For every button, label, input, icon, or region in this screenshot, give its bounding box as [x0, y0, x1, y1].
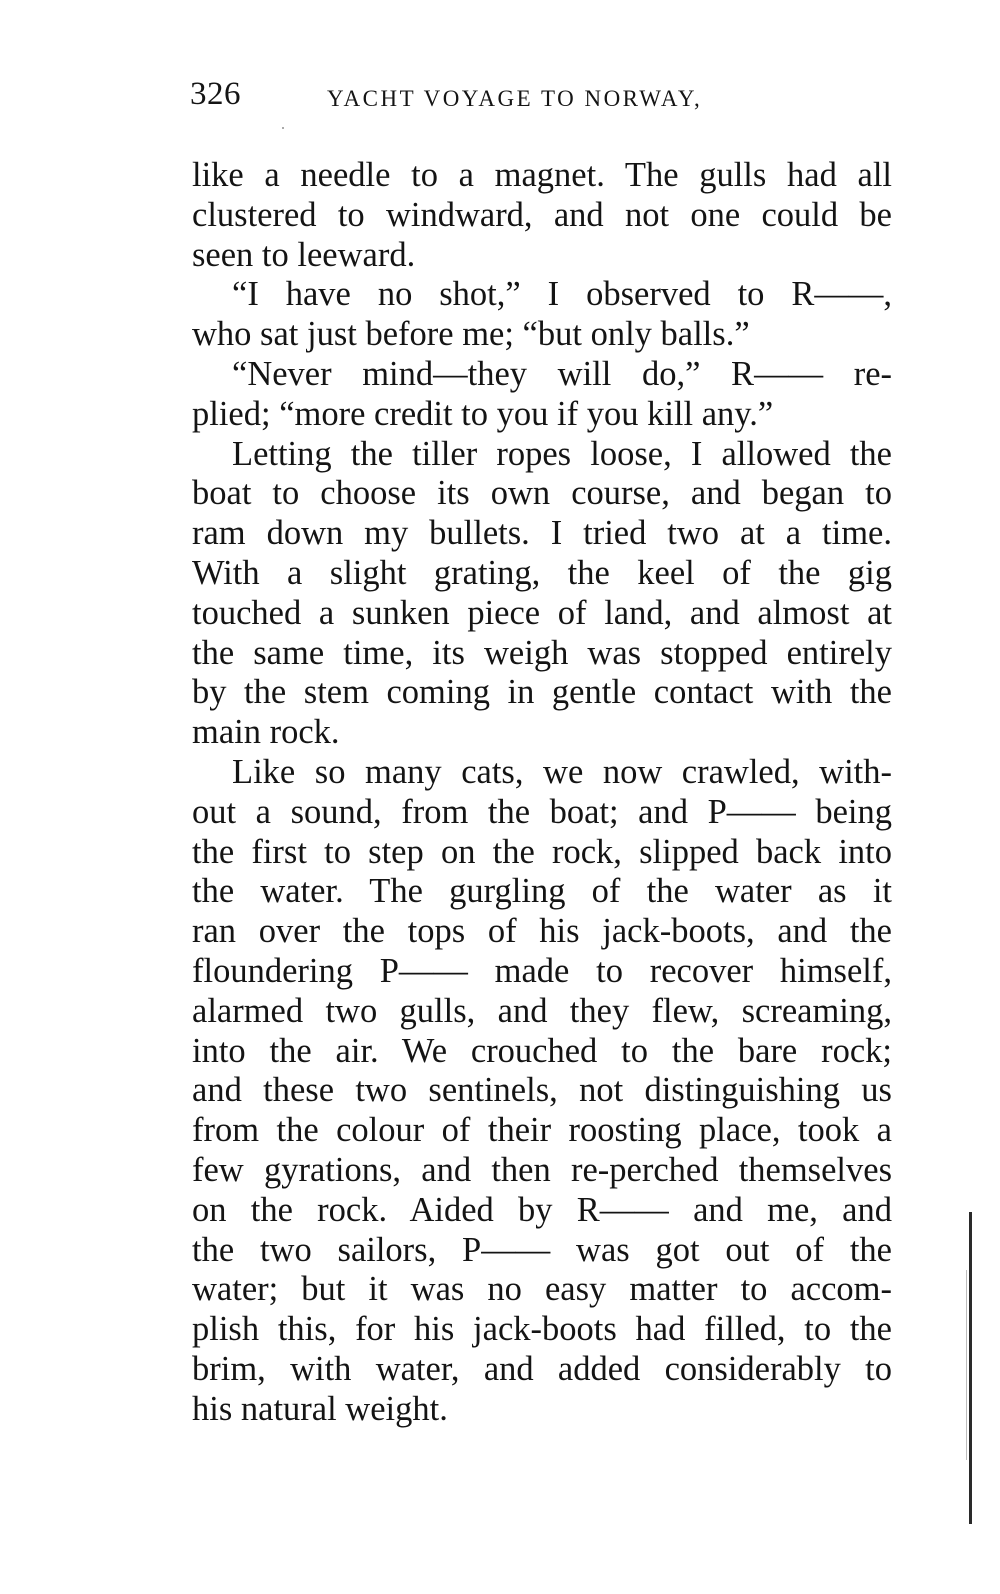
text-line: by the stem coming in gentle contact with the	[192, 673, 892, 712]
text-line: the water. The gurgling of the water as it	[192, 872, 892, 911]
text-line: the first to step on the rock, slipped back into	[192, 832, 892, 871]
text-line: few gyrations, and then re-perched themselves	[192, 1150, 892, 1189]
text-line: With a slight grating, the keel of the gig	[192, 553, 892, 592]
text-line: like a needle to a magnet. The gulls had all	[192, 156, 892, 194]
text-line: touched a sunken piece of land, and almost at	[192, 593, 892, 632]
text-line: who sat just before me; “but only balls.”	[192, 315, 750, 354]
text-line: brim, with water, and added considerably to	[192, 1349, 892, 1388]
print-speck	[282, 127, 284, 129]
text-line: and these two sentinels, not distinguishing us	[192, 1071, 892, 1110]
text-line: out a sound, from the boat; and P—— being	[192, 792, 892, 831]
text-line: into the air. We crouched to the bare rock;	[192, 1031, 892, 1070]
text-line: Like so many cats, we now crawled, with-	[232, 752, 892, 791]
running-head	[190, 76, 890, 116]
text-line: Letting the tiller ropes loose, I allowed the	[232, 434, 892, 473]
text-line: “Never mind—they will do,” R—— re-	[232, 354, 892, 393]
body-text	[192, 156, 892, 1430]
text-line: water; but it was no easy matter to accom-	[192, 1270, 892, 1309]
text-line: main rock.	[192, 713, 340, 752]
text-line: “I have no shot,” I observed to R——,	[232, 275, 892, 314]
text-line: from the colour of their roosting place, took a	[192, 1111, 892, 1150]
text-line: seen to leeward.	[192, 235, 416, 274]
text-line: plish this, for his jack-boots had filled, to the	[192, 1310, 892, 1349]
text-line: ram down my bullets. I tried two at a time.	[192, 514, 892, 553]
text-line: ran over the tops of his jack-boots, and the	[192, 912, 892, 951]
text-line: boat to choose its own course, and began to	[192, 474, 892, 513]
text-line: plied; “more credit to you if you kill any.”	[192, 394, 774, 433]
running-title: YACHT VOYAGE TO NORWAY,	[327, 86, 703, 111]
text-line: clustered to windward, and not one could be	[192, 195, 892, 234]
text-line: his natural weight.	[192, 1389, 448, 1428]
text-line: floundering P—— made to recover himself,	[192, 951, 892, 990]
text-line: the two sailors, P—— was got out of the	[192, 1230, 892, 1269]
text-line: alarmed two gulls, and they flew, screaming,	[192, 991, 892, 1030]
margin-rule	[969, 1212, 972, 1524]
page-number: 326	[190, 76, 241, 112]
text-line: the same time, its weigh was stopped entirely	[192, 633, 892, 672]
margin-rule-faint	[966, 1270, 967, 1460]
text-line: on the rock. Aided by R—— and me, and	[192, 1190, 892, 1229]
